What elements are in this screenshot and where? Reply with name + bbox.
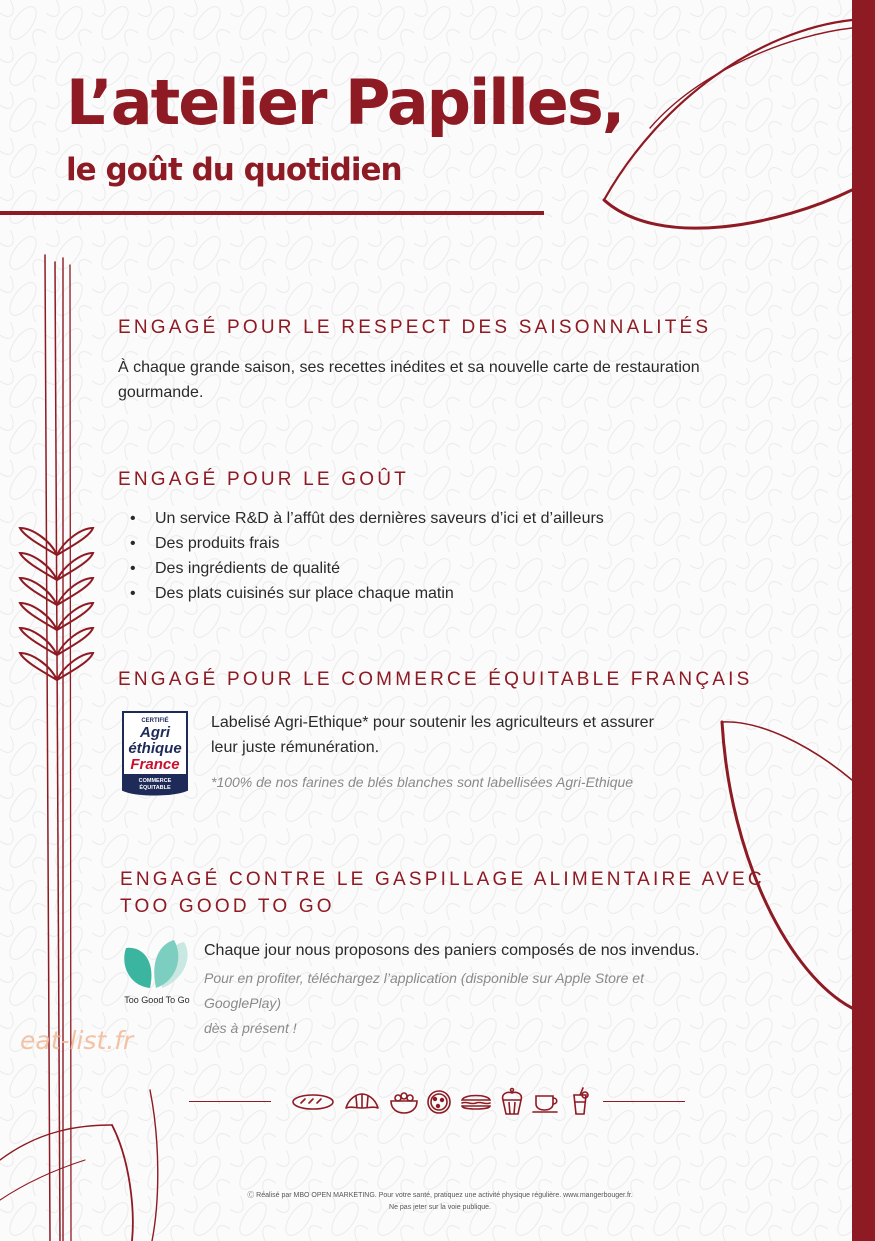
too-good-to-go-logo xyxy=(122,936,192,1010)
section-title-food-waste xyxy=(120,866,765,920)
page-subtitle: le goût du quotidien xyxy=(66,152,402,188)
tgtg-name: Too Good To Go xyxy=(124,995,190,1005)
badge-agri-text: Agri xyxy=(140,724,170,741)
taste-bullet-list xyxy=(130,506,604,606)
legal-footer xyxy=(180,1190,700,1214)
fair-trade-footnote: *100% de nos farines de blés blanches sont labellisées Agri-Ethique xyxy=(211,774,634,790)
agri-ethique-badge xyxy=(121,710,189,800)
list-item: • Un service R&D à l’affût des dernières saveurs d’ici et d’ailleurs xyxy=(130,506,604,531)
badge-ethique-text: éthique xyxy=(128,740,182,757)
footer-line-2: Ne pas jeter sur la voie publique. xyxy=(389,1204,491,1211)
pizza-icon xyxy=(422,1086,456,1118)
section-title-food-waste-line1: ENGAGÉ CONTRE LE GASPILLAGE ALIMENTAIRE AVEC xyxy=(120,869,765,890)
section-title-food-waste-line2: TOO GOOD TO GO xyxy=(120,896,335,917)
food-icon-row xyxy=(189,1086,685,1118)
title-divider xyxy=(0,211,544,215)
section-title-taste: ENGAGÉ POUR LE GOÛT xyxy=(118,469,409,490)
sandwich-icon xyxy=(459,1086,493,1118)
food-waste-note xyxy=(204,966,724,1041)
watermark: eat-list.fr xyxy=(20,1026,134,1055)
page-title: L’atelier Papilles, xyxy=(66,66,624,139)
juice-glass-icon xyxy=(563,1086,597,1118)
salad-bowl-icon xyxy=(387,1086,421,1118)
food-waste-note-line1: Pour en profiter, téléchargez l’application (disponible sur Apple Store et GooglePlay) xyxy=(204,970,644,1011)
icon-row-left-rule xyxy=(189,1101,271,1102)
list-item: • Des produits frais xyxy=(130,531,604,556)
cupcake-icon xyxy=(495,1086,529,1118)
tgtg-leaves-icon xyxy=(122,936,192,992)
croissant-icon xyxy=(343,1086,381,1118)
section-text-food-waste: Chaque jour nous proposons des paniers composés de nos invendus. xyxy=(204,942,700,959)
list-item: • Des ingrédients de qualité xyxy=(130,556,604,581)
footer-line-1: Ⓒ Réalisé par MBO OPEN MARKETING. Pour votre santé, pratiquez une activité physique régulière. www.mangerbouger.fr. xyxy=(247,1192,633,1199)
icon-row-right-rule xyxy=(603,1101,685,1102)
food-waste-note-line2: dès à présent ! xyxy=(204,1020,297,1036)
badge-certified-text: CERTIFIÉ xyxy=(141,718,169,724)
section-title-seasonality: ENGAGÉ POUR LE RESPECT DES SAISONNALITÉS xyxy=(118,317,712,338)
section-text-fair-trade: Labelisé Agri-Ethique* pour soutenir les agriculteurs et assurer leur juste rémunération. xyxy=(211,714,654,756)
coffee-cup-icon xyxy=(529,1086,563,1118)
right-accent-band xyxy=(852,0,875,1241)
badge-commerce-text: COMMERCE xyxy=(138,778,172,784)
badge-equitable-text: ÉQUITABLE xyxy=(139,785,171,791)
section-title-fair-trade: ENGAGÉ POUR LE COMMERCE ÉQUITABLE FRANÇAIS xyxy=(118,669,753,690)
badge-france-text: France xyxy=(130,756,180,773)
list-item: • Des plats cuisinés sur place chaque matin xyxy=(130,581,604,606)
section-text-seasonality: À chaque grande saison, ses recettes inédites et sa nouvelle carte de restauration gourmande. xyxy=(118,359,700,401)
baguette-icon xyxy=(291,1086,335,1118)
